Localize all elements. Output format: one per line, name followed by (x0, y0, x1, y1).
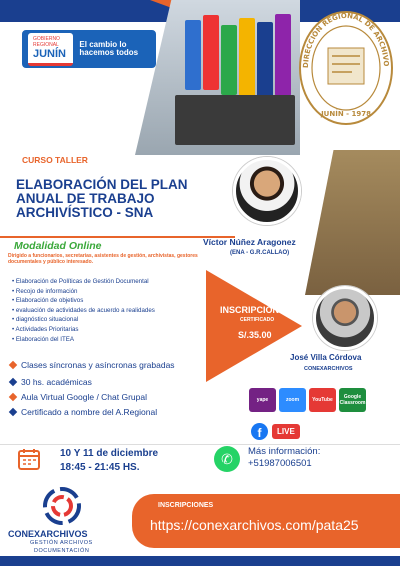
course-title (16, 178, 241, 221)
list-item: • Elaboración del ITEA (12, 335, 155, 345)
junin-logo-text: JUNÍN (33, 47, 67, 60)
course-title-line3: ARCHIVÍSTICO - SNA (16, 205, 154, 221)
diamond-icon (9, 378, 17, 386)
facebook-live (251, 423, 300, 440)
course-kicker: CURSO TALLER (22, 155, 88, 165)
binders-photo (135, 0, 300, 155)
feature-item (10, 407, 157, 417)
svg-text:JUNÍN - 1978: JUNÍN - 1978 (321, 110, 371, 118)
title-divider (0, 236, 235, 238)
list-item: • Elaboración de Políticas de Gestión Documental (12, 277, 155, 287)
speaker1-avatar (233, 157, 301, 225)
feature-label: Aula Virtual Google / Chat Grupal (21, 392, 147, 402)
junin-logo-sub: GOBIERNO REGIONAL (33, 35, 60, 48)
feature-item (10, 377, 92, 387)
inscription-badge (206, 270, 302, 382)
speaker2-name: José Villa Córdova (290, 353, 362, 362)
speaker2-org: CONEXARCHIVOS (304, 366, 353, 372)
diamond-icon (9, 393, 17, 401)
contact-phone[interactable]: +51987006501 (248, 458, 312, 469)
event-time: 18:45 - 21:45 HS. (60, 462, 140, 473)
feature-label: Clases síncronas y asíncronas grabadas (21, 360, 175, 370)
list-item: • Elaboración de objetivos (12, 296, 155, 306)
live-badge: LIVE (272, 424, 300, 439)
course-title-line1: ELABORACIÓN DEL PLAN (16, 177, 188, 192)
list-item: • diagnóstico situacional (12, 315, 155, 325)
modality-label: Modalidad Online (14, 240, 102, 252)
feature-label: 30 hs. académicas (21, 377, 92, 387)
inscription-price: S/.35.00 (238, 330, 272, 340)
topics-list (12, 277, 155, 344)
brand-name: CONEXARCHIVOS (8, 529, 88, 539)
divider (0, 444, 400, 445)
footer-band (0, 556, 400, 566)
whatsapp-icon[interactable]: ✆ (214, 446, 240, 472)
list-item: • Recojo de información (12, 287, 155, 297)
google-classroom-icon: Google Classroom (339, 388, 366, 412)
archive-seal-icon (298, 8, 394, 128)
event-date: 10 Y 11 de diciembre (60, 448, 159, 459)
feature-label: Certificado a nombre del A.Regional (21, 407, 158, 417)
junin-logo-mark (28, 33, 73, 66)
diamond-icon (9, 361, 17, 369)
list-item: • Actividades Prioritarias (12, 325, 155, 335)
audience-text: Dirigido a funcionarios, secretarias, asistentes de gestión, archivistas, gestores documentales y público interesado. (8, 253, 198, 266)
speaker1-org: (ENA - G.R.CALLAO) (230, 250, 290, 256)
feature-item (10, 392, 147, 402)
zoom-icon: zoom (279, 388, 306, 412)
course-title-line2: ANUAL DE TRABAJO (16, 191, 155, 207)
youtube-icon: YouTube (309, 388, 336, 412)
junin-slogan: El cambio lo hacemos todos (79, 39, 139, 57)
conexarchivos-logo-icon (40, 487, 84, 525)
app-icons (249, 388, 366, 412)
contact-label: Más información: (248, 446, 321, 457)
shelf-photo (305, 150, 400, 295)
calendar-icon (18, 448, 40, 470)
brand-sub1: GESTIÓN ARCHIVOS (30, 540, 93, 546)
brand-sub2: DOCUMENTACIÓN (34, 548, 90, 554)
list-item: • evaluación de actividades de acuerdo a realidades (12, 306, 155, 316)
registration-link[interactable]: https://conexarchivos.com/pata25 (150, 517, 359, 533)
speaker2-avatar (313, 286, 377, 350)
junin-logo (20, 28, 158, 70)
inscription-title: INSCRIPCIÓN: (220, 305, 283, 315)
feature-item (10, 360, 175, 370)
inscription-sub: CERTIFICADO (240, 317, 275, 323)
diamond-icon (9, 408, 17, 416)
facebook-icon: f (251, 423, 268, 440)
speaker1-name: Víctor Núñez Aragonez (203, 237, 296, 247)
yape-icon: yape (249, 388, 276, 412)
registration-label: INSCRIPCIONES (158, 502, 214, 509)
svg-text:DIRECCIÓN REGIONAL DE ARCHIVO: DIRECCIÓN REGIONAL DE ARCHIVO (301, 11, 391, 69)
